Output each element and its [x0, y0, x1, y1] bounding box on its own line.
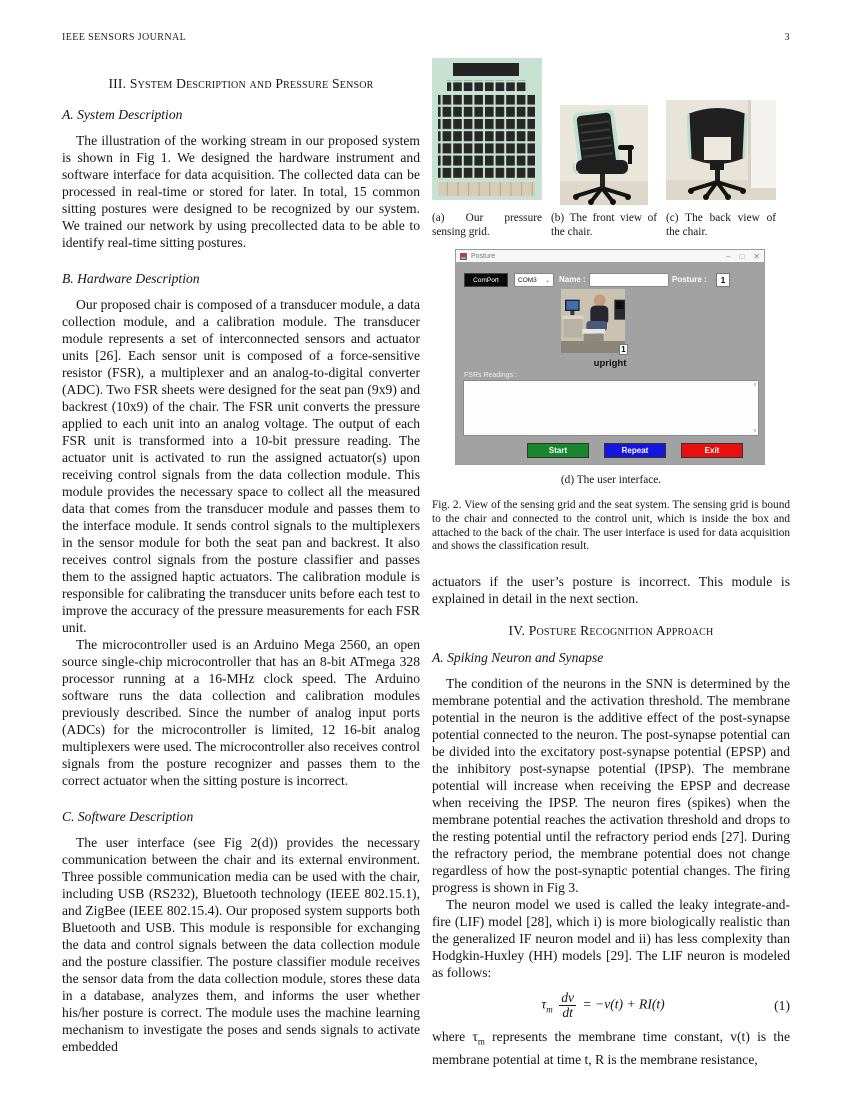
app-icon [460, 253, 467, 260]
equation-1-math: $\tau_m$ $\frac{dv}{dt}$ = −v(t) + RI(t) [541, 990, 665, 1021]
chair-front-photo [551, 105, 657, 205]
figure-2-subcaptions [432, 212, 790, 239]
posture-label: Posture : [672, 275, 707, 284]
window-titlebar [456, 250, 764, 262]
subsection-a-heading: A. System Description [62, 107, 183, 122]
classification-result-label: upright [593, 358, 627, 369]
fsr-readings-textarea[interactable] [463, 380, 759, 436]
right-column [432, 58, 790, 1068]
chevron-down-icon: ⌄ [544, 277, 550, 284]
paragraph: The microcontroller used is an Arduino Mega 2560, an open source single-chip microcontroller that has an 8-bit ATmega 328 processor running at a 16-MHz clock speed. The Arduino software runs the data collection and calibration modules previously described. Since the number of analog input ports (ADCs) for the microcontroller is limited, 12 16-bit analog multiplexers were used. The microcontroller also receives control signals from the posture recognizer and passes them to the correct actuator when the sitting posture is incorrect. [62, 637, 420, 788]
chair-back-photo [666, 100, 776, 205]
subsection-c-heading: C. Software Description [62, 809, 194, 824]
left-column [62, 70, 420, 1055]
equation-1-number: (1) [774, 997, 790, 1013]
repeat-button[interactable]: Repeat [604, 443, 666, 458]
journal-name: IEEE SENSORS JOURNAL [62, 32, 187, 43]
window-body [456, 262, 764, 464]
paragraph: The condition of the neurons in the SNN is determined by the membrane potential and the activation threshold. The membrane potential in the neuron is the additive effect of the post-synapse potential connected to the neuron. The post-synapse potential can be divided into the excitatory post-synapse potential (EPSP) and the inhibitory post-synapse potential (IPSP). The membrane potential will increase when receiving the EPSP and decrease when receiving the IPSP. The neuron fires (spikes) when the membrane potential reaches the activation threshold and drops to the resting potential until the refractory period ends [27]. During the refractory period, the membrane potential does not change regardless of how the post-synaptic potential changes. The firing progress is shown in Fig 3. [432, 676, 790, 896]
posture-number-box[interactable]: 1 [716, 273, 730, 287]
running-header [62, 32, 790, 43]
equation-1 [432, 991, 790, 1020]
scroll-up-icon[interactable]: ∧ [752, 382, 757, 388]
subcaption-a: (a) Our pressure sensing grid. [432, 212, 542, 238]
posture-app-window [455, 249, 765, 465]
button-row [481, 443, 789, 458]
pressure-grid-photo [432, 58, 542, 205]
fsr-readings-label: FSRs Readings : [464, 372, 517, 379]
subsection-b-heading: B. Hardware Description [62, 271, 200, 286]
comport-button[interactable]: ComPort [464, 273, 508, 287]
paragraph: The illustration of the working stream in our proposed system is shown in Fig 1. We designed the hardware instrument and software interface for data acquisition. The collected data can be processed in real-time or stored for later. In total, 15 common sitting postures were designed to be recognized by our system. We trained our network by using precollected data to be able to identify real-time sitting postures. [62, 133, 420, 250]
section-3-heading: III. System Description and Pressure Sensor [108, 76, 374, 91]
figure-2-photo-row [432, 58, 790, 205]
paragraph: actuators if the user’s posture is incorrect. This module is explained in detail in the next section. [432, 574, 790, 607]
subcaption-c: (c) The back view of the chair. [666, 212, 776, 238]
section-4-heading: IV. Posture Recognition Approach [508, 623, 714, 639]
subcaption-d: (d) The user interface. [560, 474, 662, 486]
paragraph: where $\tau_m$ represents the membrane time constant, v(t) is the membrane potential at time t, R is the membrane resistance, [432, 1029, 790, 1067]
comport-select[interactable]: COM3 ⌄ [514, 273, 554, 287]
paragraph: The neuron model we used is called the leaky integrate-and-fire (LIF) model [28], which i) is more biologically realistic than the generalized IF neuron model and ii) has less complexity than Hodgkin-Huxley (HH) models [29]. The LIF neuron is modeled as follows: [432, 897, 790, 981]
exit-button[interactable]: Exit [681, 443, 743, 458]
figure-2 [432, 58, 790, 554]
subcaption-b: (b) The front view of the chair. [551, 212, 657, 238]
posture-photo [561, 289, 625, 353]
figure-2-caption: Fig. 2. View of the sensing grid and the seat system. The sensing grid is bound to the chair and connected to the control unit, which is inside the box and attached to the back of the chair. The user interface is used for data acquisition and shows the classification result. [432, 499, 790, 553]
minimize-icon[interactable]: – [726, 251, 731, 261]
window-title: Posture [471, 252, 496, 260]
start-button[interactable]: Start [527, 443, 589, 458]
paragraph: Our proposed chair is composed of a transducer module, a data collection module, and a calibration module. The transducer module represents a set of interconnected sensors and actuator units [26]. Each sensor unit is composed of a force-sensitive resistor (FSR), a multiplexer and an analog-to-digital converter (ADC). Two FSR sheets were designed for the seat pan (9x9) and backrest (10x9) of the chair. The FSR unit converts the pressure applied to each unit into an analog voltage. The output of each FSR unit is transformed into a 10-bit pressure reading. The actuator unit is activated to run the assigned actuator(s) upon receiving control signals from the data collection module. This module provides the necessary space to collect all the measured data that comes from the transducer module and passes them to the interface module. It sends control signals to the multiplexers in the sensor module for both the seat pan and backrest. It also receives control signals from the posture classifier and passes them to the assigned haptic actuators. The calibration module is responsible for calibrating the transducer units before each test to improve the accuracy of the pressure measurements for each FSR unit. [62, 297, 420, 635]
maximize-icon[interactable]: □ [739, 251, 745, 261]
close-icon[interactable]: ✕ [753, 251, 760, 261]
name-input[interactable] [589, 273, 669, 287]
page-number: 3 [784, 32, 790, 43]
scroll-down-icon[interactable]: ∨ [752, 428, 757, 434]
posture-photo-badge: 1 [619, 344, 628, 355]
subsection-a2-heading: A. Spiking Neuron and Synapse [432, 650, 604, 666]
paragraph: The user interface (see Fig 2(d)) provides the necessary communication between the chair and its external environment. Three possible communication media can be used with the chair, including USB (RS232), Bluetooth technology (IEEE 802.15.1), and ZigBee (IEEE 802.15.4). Our proposed system supports both Bluetooth and USB. This module is responsible for exchanging the data and control signals between the data collection module and the posture classifier. The posture classifier module receives the sensor data from the data collection module, stores these data in a database, analyzes them, and informs the user whether his/her posture is correct. The module uses the machine learning mechanism to investigate the poses and sends signals to activate embedded [62, 835, 420, 1054]
name-label: Name : [559, 275, 586, 284]
